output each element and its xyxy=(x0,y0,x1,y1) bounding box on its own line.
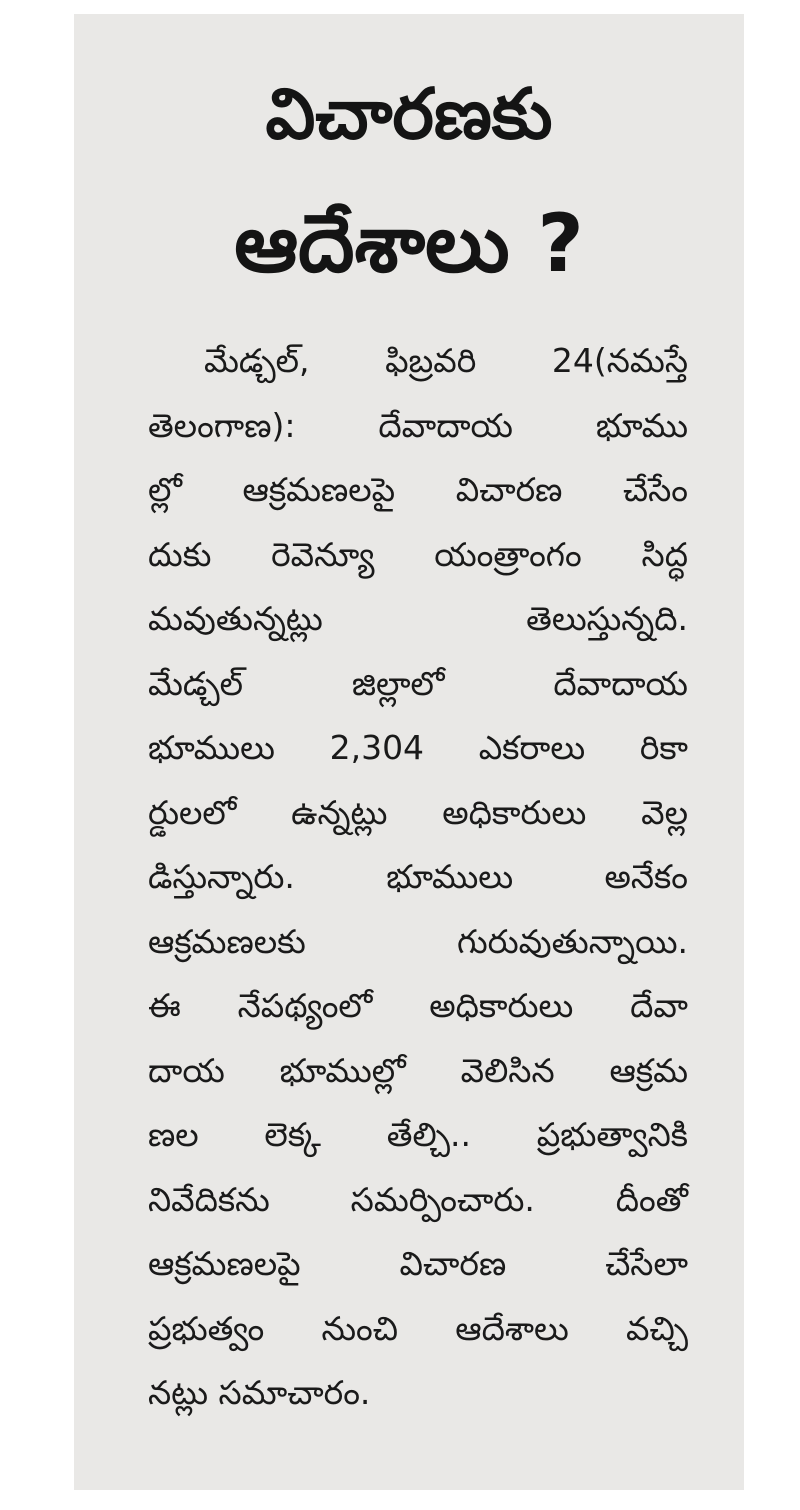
article-line: నివేదికను సమర్పించారు. దీంతో xyxy=(148,1179,688,1219)
article-line: ర్డులలో ఉన్నట్లు అధికారులు వెల్ల xyxy=(148,792,688,832)
article-line: ప్రభుత్వం నుంచి ఆదేశాలు వచ్చి xyxy=(148,1308,688,1348)
article-line: ణల లెక్క తేల్చి.. ప్రభుత్వానికి xyxy=(148,1115,688,1154)
article-line: ఆక్రమణలపై విచారణ చేసేలా xyxy=(148,1244,688,1283)
article-line: భూములు 2,304 ఎకరాలు రికా xyxy=(148,728,688,767)
article-line: ఈ నేపథ్యంలో అధికారులు దేవా xyxy=(148,986,688,1025)
headline-line-1: విచారణకు xyxy=(265,73,553,155)
article-line: మవుతున్నట్లు తెలుస్తున్నది. xyxy=(148,599,688,638)
headline-line-2: ఆదేశాలు ? xyxy=(234,197,584,290)
article-line: మేడ్చల్ జిల్లాలో దేవాదాయ xyxy=(148,663,688,703)
article-line: ఆక్రమణలకు గురువుతున్నాయి. xyxy=(148,921,688,961)
article-line: మేడ్చల్, ఫిబ్రవరి 24(నమస్తే xyxy=(204,341,688,380)
newspaper-clipping xyxy=(74,14,744,1490)
article-line: డిస్తున్నారు. భూములు అనేకం xyxy=(148,857,688,896)
article-body xyxy=(148,329,688,1426)
article-line: నట్లు సమాచారం. xyxy=(148,1373,371,1412)
article-line: దుకు రెవెన్యూ యంత్రాంగం సిద్ధ xyxy=(148,534,688,574)
article-line: తెలంగాణ): దేవాదాయ భూము xyxy=(148,405,688,445)
article-line: ల్లో ఆక్రమణలపై విచారణ చేసేం xyxy=(148,470,688,509)
article-line: దాయ భూముల్లో వెలిసిన ఆక్రమ xyxy=(148,1050,688,1090)
